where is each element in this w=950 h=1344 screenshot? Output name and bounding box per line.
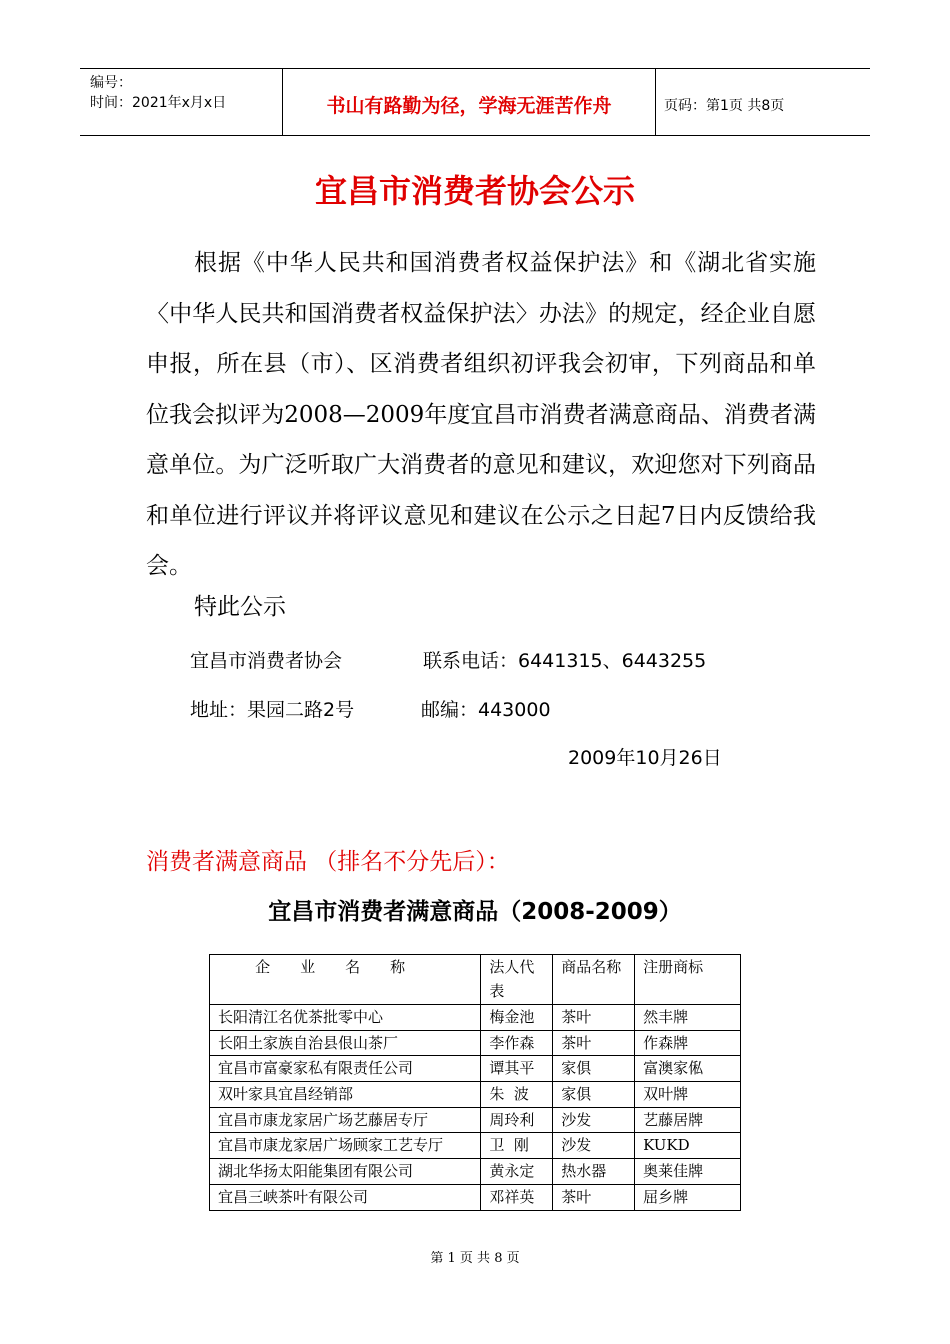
table-row (210, 1133, 741, 1159)
cell-trademark: 富澳家俬 (635, 1056, 741, 1082)
notice-line: 特此公示 (194, 594, 286, 620)
header-page-cell (656, 69, 870, 135)
cell-company: 宜昌市康龙家居广场艺藤居专厅 (210, 1107, 481, 1133)
header-page-info: 页码：第1页 共8页 (664, 98, 785, 114)
satisfied-goods-table (209, 954, 741, 1211)
cell-product: 沙发 (553, 1133, 635, 1159)
table-row (210, 1082, 741, 1108)
cell-company: 湖北华扬太阳能集团有限公司 (210, 1159, 481, 1185)
table-row (210, 1005, 741, 1031)
col-header-trademark: 注册商标 (635, 955, 741, 1005)
cell-trademark: 然丰牌 (635, 1005, 741, 1031)
announcement-paragraph: 根据《中华人民共和国消费者权益保护法》和《湖北省实施〈中华人民共和国消费者权益保护法〉办法》的规定，经企业自愿申报，所在县（市）、区消费者组织初评我会初审，下列商品和单位我会拟评为2008—2009年度宜昌市消费者满意商品、消费者满意单位。为广泛听取广大消费者的意见和建议，欢迎您对下列商品和单位进行评议并将评议意见和建议在公示之日起7日内反馈给我会。 (146, 250, 816, 579)
organization-name: 宜昌市消费者协会 (190, 650, 343, 672)
cell-company: 双叶家具宜昌经销部 (210, 1082, 481, 1108)
table-header-row (210, 955, 741, 1005)
cell-legal-rep: 邓祥英 (481, 1184, 553, 1210)
cell-product: 家俱 (553, 1056, 635, 1082)
document-time-label: 时间：2021年x月x日 (90, 95, 227, 111)
cell-trademark: 奥莱佳牌 (635, 1159, 741, 1185)
document-number-label: 编号： (90, 75, 132, 91)
cell-trademark: 双叶牌 (635, 1082, 741, 1108)
contact-phone: 联系电话：6441315、6443255 (423, 650, 707, 672)
address-line (190, 695, 551, 722)
header-motto: 书山有路勤为径，学海无涯苦作舟 (326, 95, 612, 117)
zip-code: 邮编：443000 (421, 699, 551, 721)
cell-trademark: 屈乡牌 (635, 1184, 741, 1210)
cell-company: 宜昌三峡茶叶有限公司 (210, 1184, 481, 1210)
cell-product: 茶叶 (553, 1030, 635, 1056)
section-heading: 消费者满意商品 （排名不分先后）： (146, 849, 510, 875)
cell-legal-rep: 卫 刚 (481, 1133, 553, 1159)
cell-product: 家俱 (553, 1082, 635, 1108)
cell-company: 长阳土家族自治县佷山茶厂 (210, 1030, 481, 1056)
table-row (210, 1159, 741, 1185)
table-row (210, 1056, 741, 1082)
table-row (210, 1030, 741, 1056)
document-title: 宜昌市消费者协会公示 (314, 172, 635, 210)
cell-trademark: 艺藤居牌 (635, 1107, 741, 1133)
table-row (210, 1184, 741, 1210)
cell-company: 宜昌市康龙家居广场顾家工艺专厅 (210, 1133, 481, 1159)
cell-trademark: 作森牌 (635, 1030, 741, 1056)
cell-legal-rep: 周玲利 (481, 1107, 553, 1133)
cell-company: 长阳清江名优茶批零中心 (210, 1005, 481, 1031)
col-header-legal-rep: 法人代表 (481, 955, 553, 1005)
cell-company: 宜昌市富豪家私有限责任公司 (210, 1056, 481, 1082)
organization-line (190, 646, 707, 673)
cell-product: 茶叶 (553, 1184, 635, 1210)
table-title: 宜昌市消费者满意商品（2008-2009） (268, 899, 682, 925)
cell-legal-rep: 梅金池 (481, 1005, 553, 1031)
table-row (210, 1107, 741, 1133)
header-motto-cell (283, 69, 656, 135)
page-header (80, 68, 870, 136)
announcement-date: 2009年10月26日 (568, 747, 722, 769)
cell-product: 沙发 (553, 1107, 635, 1133)
header-meta-cell (80, 69, 283, 135)
cell-legal-rep: 谭其平 (481, 1056, 553, 1082)
cell-legal-rep: 黄永定 (481, 1159, 553, 1185)
cell-legal-rep: 李作森 (481, 1030, 553, 1056)
cell-legal-rep: 朱 波 (481, 1082, 553, 1108)
col-header-product: 商品名称 (553, 955, 635, 1005)
cell-trademark: KUKD (635, 1133, 741, 1159)
cell-product: 热水器 (553, 1159, 635, 1185)
cell-product: 茶叶 (553, 1005, 635, 1031)
col-header-company: 企业名称 (210, 955, 481, 1005)
address: 地址：果园二路2号 (190, 699, 355, 721)
page-footer: 第 1 页 共 8 页 (430, 1251, 520, 1266)
